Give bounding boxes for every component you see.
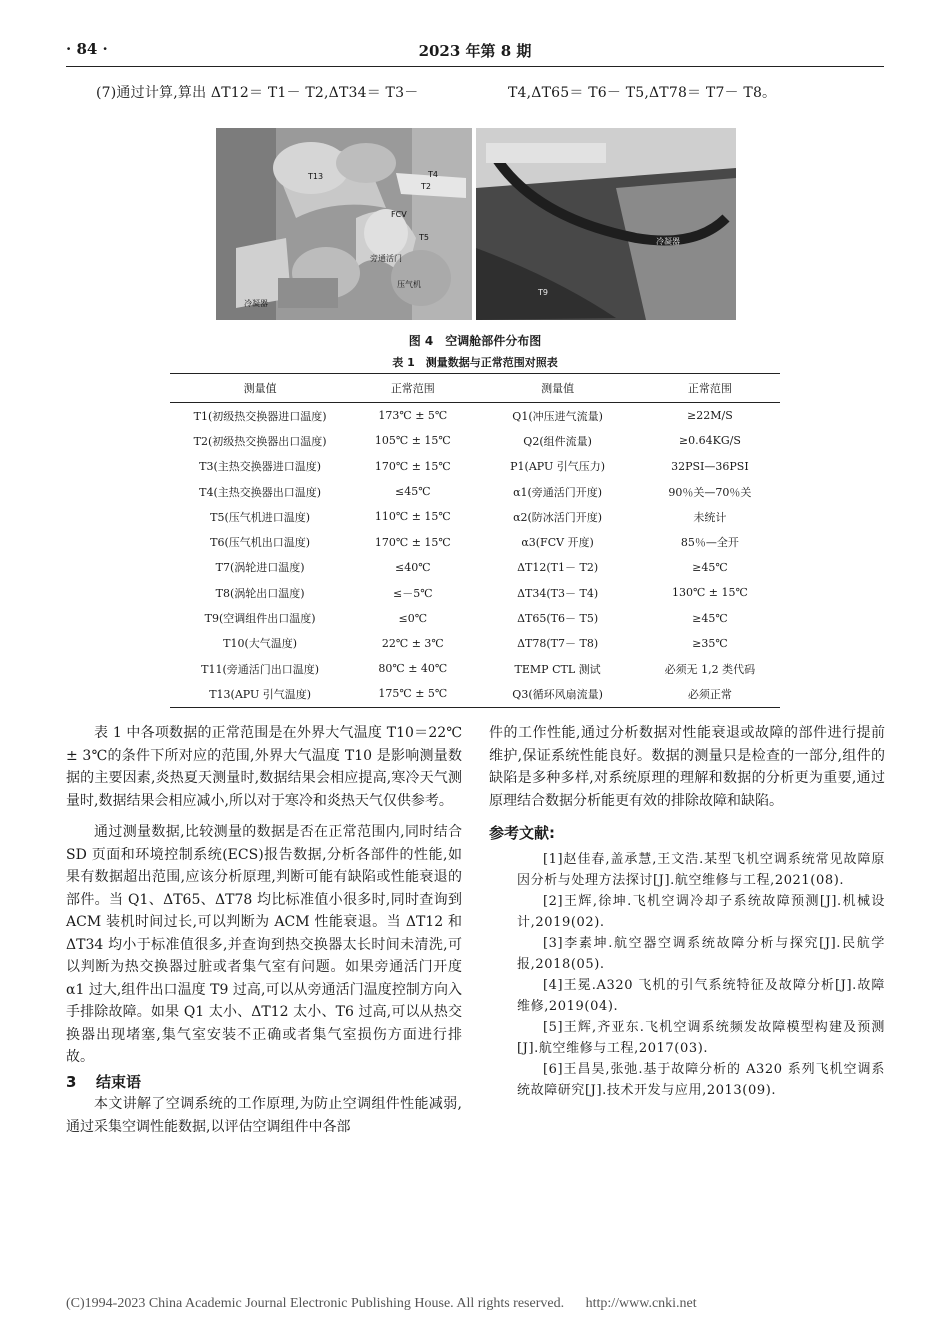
header-range-1: 正常范围 (350, 374, 475, 403)
table-cell: 130℃ ± 15℃ (671, 586, 748, 600)
table-header-row (170, 374, 780, 403)
table-cell: ≥45℃ (692, 560, 728, 574)
table-cell: ≤40℃ (395, 560, 431, 574)
table-cell: T10(大气温度) (223, 637, 298, 651)
table-cell: 173℃ ± 5℃ (378, 409, 448, 423)
table-cell: Q1(冲压进气流量) (512, 409, 603, 423)
paragraph: 通过测量数据,比较测量的数据是否在正常范围内,同时结合 SD 页面和环境控制系统(ECS)报告数据,分析各部件的性能,如果有数据超出范围,应该分析原理,判断可能有缺陷或性能衰退的部件。当 Q1、ΔT65、ΔT78 均比标准值小很多时,同时查询到 ACM 装机时间过长,可以判断为 ACM 性能衰退。当 ΔT12 和 ΔT34 均小于标准值很多,并查询到热交换器太长时间未清洗,可以判断为热交换器过脏或者集气室有问题。如果旁通活门开度 α1 过大,组件出口温度 T9 过高,可以从旁通活门温度控制方向入手排除故障。如果 Q1 太小、ΔT12 太小、T6 过高,可以从热交换器出现堵塞,集气室安装不正确或者集气室损伤方面进行排故。 (66, 824, 462, 1065)
table-cell: α2(防冰活门开度) (513, 510, 603, 524)
header-measure-2: 测量值 (475, 374, 639, 403)
table-cell: α1(旁通活门开度) (513, 485, 603, 499)
label-t5: T5 (419, 233, 429, 242)
table-cell: ΔT34(T3－ T4) (517, 586, 599, 600)
figure-photos (216, 128, 736, 320)
table-row (170, 403, 780, 429)
section-heading (66, 1071, 462, 1094)
table-cell: T5(压气机进口温度) (210, 510, 311, 524)
table-cell: TEMP CTL 测试 (514, 662, 601, 676)
photo-condenser (476, 128, 736, 320)
table-cell: ΔT12(T1－ T2) (517, 561, 599, 575)
label-t9: T9 (538, 288, 548, 297)
table-cell: α3(FCV 开度) (521, 536, 594, 550)
header-range-2: 正常范围 (640, 374, 780, 403)
table-cell: Q3(循环风扇流量) (475, 681, 639, 707)
running-header (66, 36, 884, 67)
header-measure-1: 测量值 (170, 374, 350, 403)
table-cell: ≤－5℃ (393, 586, 433, 600)
measurement-table (170, 373, 780, 708)
journal-issue: 2023 年第 8 期 (418, 42, 532, 60)
label-t4: T4 (428, 170, 438, 179)
footer-url[interactable]: http://www.cnki.net (585, 1296, 697, 1311)
label-condenser-right: 冷凝器 (656, 237, 680, 246)
table-cell: ≥45℃ (692, 611, 728, 625)
table-cell: 必须正常 (640, 681, 780, 707)
reference-item: [3]李素坤.航空器空调系统故障分析与探究[J].民航学报,2018(05). (517, 935, 885, 972)
table-cell: 110℃ ± 15℃ (374, 510, 451, 524)
table-cell: ΔT65(T6－ T5) (517, 612, 599, 626)
references-title: 参考文献: (489, 824, 555, 842)
table-cell: 80℃ ± 40℃ (378, 662, 448, 676)
reference-item: [5]王辉,齐亚东.飞机空调系统频发故障模型构建及预测[J].航空维修与工程,2017(03). (517, 1019, 885, 1056)
table-cell: P1(APU 引气压力) (510, 460, 606, 474)
table-row (170, 504, 780, 529)
footer-copyright: (C)1994-2023 China Academic Journal Electronic Publishing House. All rights reserved. (66, 1296, 565, 1311)
table-cell: T3(主热交换器进口温度) (199, 460, 322, 474)
table-cell: ≥0.64KG/S (678, 434, 741, 448)
table-cell: 必须无 1,2 类代码 (664, 662, 756, 676)
table-body (170, 403, 780, 708)
photo-left-illustration (216, 128, 472, 320)
body-column-left (66, 722, 462, 1138)
table-cell: Q2(组件流量) (523, 434, 592, 448)
section-title: 结束语 (96, 1072, 142, 1091)
table-cell: ≥35℃ (692, 636, 728, 650)
paragraph: 表 1 中各项数据的正常范围是在外界大气温度 T10＝22℃ ± 3℃的条件下所对应的范围,外界大气温度 T10 是影响测量数据的主要因素,炎热夏天测量时,数据结果会相应提高,寒冷天气测量时,数据结果会相应减小,所以对于寒冷和炎热天气仅供参考。 (66, 725, 462, 809)
table-row (170, 529, 780, 554)
photo-ac-bay-components (216, 128, 472, 320)
table-cell: 85％—全开 (680, 536, 739, 550)
table-cell: 170℃ ± 15℃ (374, 535, 451, 549)
table-row (170, 605, 780, 630)
intro-line-a: (7)通过计算,算出 ΔT12＝ T1－ T2,ΔT34＝ T3－ (96, 85, 419, 101)
table-cell: ≤45℃ (395, 485, 431, 499)
photo-right-illustration (476, 128, 736, 320)
table-cell: T13(APU 引气温度) (170, 681, 350, 707)
intro-line (96, 82, 796, 102)
footer (66, 1296, 886, 1312)
table-cell: T8(涡轮出口温度) (215, 586, 305, 600)
table-cell: 90％关—70％关 (668, 485, 752, 499)
paragraph: 件的工作性能,通过分析数据对性能衰退或故障的部件进行提前维护,保证系统性能良好。数据的测量只是检查的一部分,组件的缺陷是多种多样,对系统原理的理解和数据的分析更为重要,通过原理结合数据分析能更有效的排除故障和缺陷。 (489, 725, 885, 809)
label-bypass-valve: 旁通活门 (370, 254, 402, 263)
intro-line-b: T4,ΔT65＝ T6－ T5,ΔT78＝ T7－ T8。 (508, 85, 777, 101)
table-cell: T1(初级热交换器进口温度) (193, 409, 327, 423)
table-cell: T7(涡轮进口温度) (215, 561, 305, 575)
table-row (170, 580, 780, 605)
table-cell: T9(空调组件出口温度) (204, 612, 316, 626)
table-row (170, 631, 780, 656)
table-cell: 175℃ ± 5℃ (350, 681, 475, 707)
table-cell: T4(主热交换器出口温度) (199, 485, 322, 499)
table-row (170, 555, 780, 580)
body-column-right (489, 722, 885, 1101)
table-cell: T11(旁通活门出口温度) (201, 662, 320, 676)
table-row (170, 681, 780, 707)
label-condenser-left: 冷凝器 (244, 299, 268, 308)
table-cell: 32PSI—36PSI (671, 459, 749, 473)
label-compressor: 压气机 (397, 280, 421, 289)
table-cell: 105℃ ± 15℃ (374, 434, 451, 448)
table-row (170, 428, 780, 453)
table-cell: 22℃ ± 3℃ (381, 636, 444, 650)
reference-item: [4]王冕.A320 飞机的引气系统特征及故障分析[J].故障维修,2019(04). (517, 977, 885, 1014)
reference-item: [1]赵佳春,盖承慧,王文浩.某型飞机空调系统常见故障原因分析与处理方法探讨[J].航空维修与工程,2021(08). (517, 851, 885, 888)
label-fcv: FCV (391, 210, 407, 219)
table-cell: T6(压气机出口温度) (210, 536, 311, 550)
table-cell: ≤0℃ (398, 611, 428, 625)
reference-item: [6]王昌昊,张弛.基于故障分析的 A320 系列飞机空调系统故障研究[J].技术开发与应用,2013(09). (517, 1061, 885, 1098)
page-number: · 84 · (66, 40, 108, 58)
references-list (489, 849, 885, 1101)
table-cell: ΔT78(T7－ T8) (517, 637, 599, 651)
section-number: 3 (66, 1072, 77, 1091)
table-cell: ≥22M/S (687, 409, 733, 423)
table-caption: 表 1 测量数据与正常范围对照表 (392, 356, 558, 369)
table-row (170, 656, 780, 681)
reference-item: [2]王辉,徐坤.飞机空调冷却子系统故障预测[J].机械设计,2019(02). (517, 893, 885, 930)
table-cell: 未统计 (693, 510, 727, 524)
label-t13: T13 (308, 172, 324, 181)
table-cell: T2(初级热交换器出口温度) (193, 434, 327, 448)
table-row (170, 479, 780, 504)
paragraph: 本文讲解了空调系统的工作原理,为防止空调组件性能减弱,通过采集空调性能数据,以评估空调组件中各部 (66, 1096, 462, 1135)
table-row (170, 454, 780, 479)
figure-caption: 图 4 空调舱部件分布图 (408, 334, 542, 348)
label-t2: T2 (421, 182, 431, 191)
table-cell: 170℃ ± 15℃ (374, 459, 451, 473)
